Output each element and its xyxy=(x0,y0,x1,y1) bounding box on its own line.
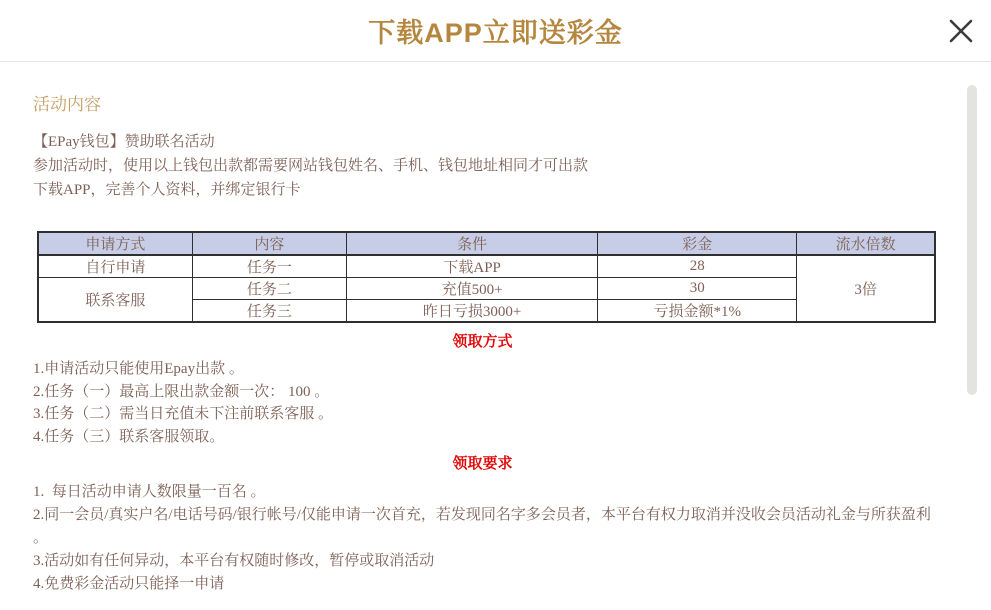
intro-line: 【EPay钱包】赞助联名活动 xyxy=(33,134,215,150)
claim-requirements-heading: 领取要求 xyxy=(452,455,513,472)
close-icon xyxy=(948,18,974,44)
claim-method-item: 3.任务（二）需当日充值未下注前联系客服 。 xyxy=(33,406,334,422)
intro-paragraph xyxy=(33,130,941,202)
col-header-content: 内容 xyxy=(192,232,346,255)
cell-bonus2: 30 xyxy=(598,278,797,300)
intro-line: 参加活动时，使用以上钱包出款都需要网站钱包姓名、手机、钱包地址相同才可出款 xyxy=(33,158,589,174)
claim-requirements-item: 1. 每日活动申请人数限量一百名 。 xyxy=(33,484,266,500)
cell-task2: 任务二 xyxy=(192,278,346,300)
claim-requirements-item: 2.同一会员/真实户名/电话号码/银行帐号/仅能申请一次首充，若发现同名字多会员者，本平台有权力取消并没收会员活动礼金与所获盈利 。 xyxy=(33,507,935,546)
claim-requirements-item: 4.免费彩金活动只能择一申请 xyxy=(33,576,225,592)
cell-task1: 任务一 xyxy=(192,255,346,278)
col-header-condition: 条件 xyxy=(347,232,598,255)
cell-apply-self: 自行申请 xyxy=(38,255,192,278)
claim-method-item: 4.任务（三）联系客服领取。 xyxy=(33,428,225,445)
cell-bonus3: 亏损金额*1% xyxy=(598,300,797,323)
claim-method-item: 1.申请活动只能使用Epay出款 。 xyxy=(33,361,244,377)
claim-method-heading: 领取方式 xyxy=(452,333,513,350)
claim-method-item: 2.任务（一）最高上限出款金额一次： 100 。 xyxy=(33,383,330,400)
promo-table xyxy=(37,231,936,323)
modal-body xyxy=(0,62,991,596)
col-header-bonus: 彩金 xyxy=(598,232,797,255)
claim-requirements-list xyxy=(33,481,941,596)
col-header-turnover: 流水倍数 xyxy=(797,232,935,255)
cell-apply-cs: 联系客服 xyxy=(38,278,192,323)
table-header-row xyxy=(38,232,935,255)
table-row xyxy=(38,255,935,278)
cell-task3: 任务三 xyxy=(192,300,346,323)
col-header-apply-method: 申请方式 xyxy=(38,232,192,255)
cell-bonus1: 28 xyxy=(598,255,797,278)
cell-turnover: 3倍 xyxy=(797,255,935,322)
modal-title: 下载APP立即送彩金 xyxy=(368,18,623,48)
claim-requirements-item: 3.活动如有任何异动，本平台有权随时修改，暂停或取消活动 xyxy=(33,553,435,569)
intro-line: 下载APP，完善个人资料，并绑定银行卡 xyxy=(33,182,301,198)
scrollbar-thumb[interactable] xyxy=(967,85,977,395)
cell-cond3: 昨日亏损3000+ xyxy=(347,300,598,323)
modal-header xyxy=(0,0,991,62)
claim-method-list xyxy=(33,358,941,448)
cell-cond1: 下载APP xyxy=(347,255,598,278)
cell-cond2: 充值500+ xyxy=(347,278,598,300)
section-title: 活动内容 xyxy=(33,95,101,114)
close-button[interactable] xyxy=(947,17,975,45)
